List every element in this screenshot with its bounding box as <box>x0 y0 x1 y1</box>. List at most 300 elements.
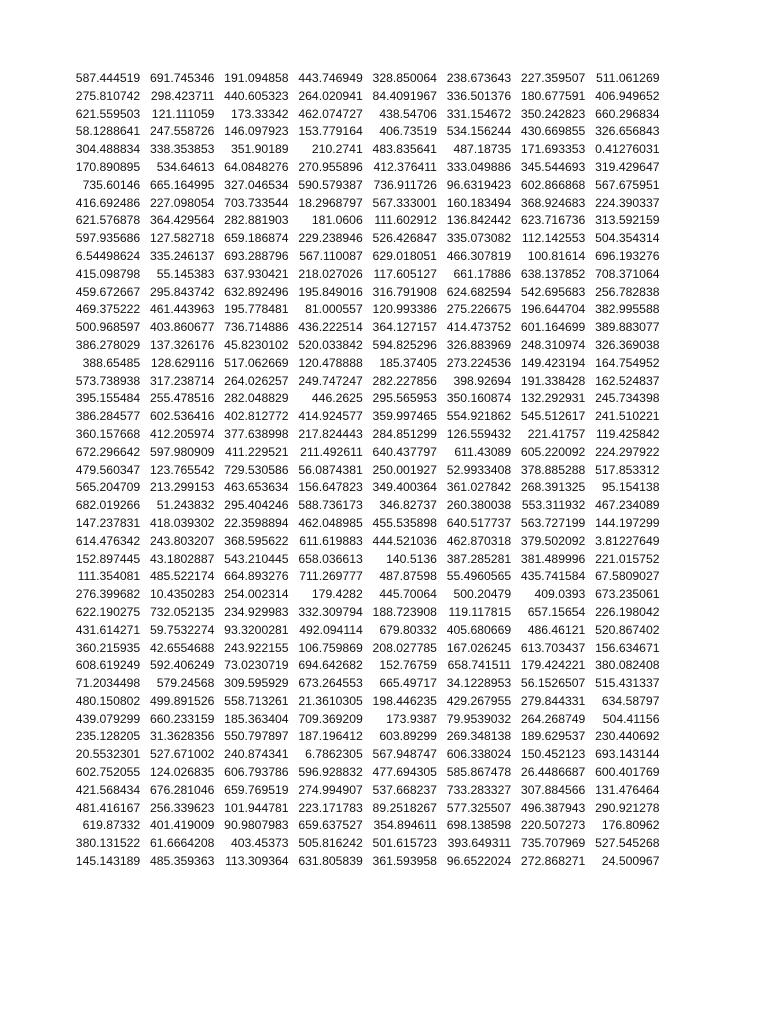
table-row <box>66 88 660 106</box>
table-cell: 179.4282 <box>311 587 363 602</box>
table-row <box>66 622 660 640</box>
table-cell: 360.215935 <box>75 640 141 655</box>
table-cell: 307.884566 <box>520 782 586 797</box>
table-cell: 416.692486 <box>75 195 141 210</box>
table-cell: 364.429564 <box>149 213 215 228</box>
table-cell: 732.052135 <box>149 604 215 619</box>
table-cell: 658.036613 <box>298 551 363 566</box>
table-cell: 585.867478 <box>446 765 512 780</box>
table-cell: 415.098798 <box>75 266 141 281</box>
table-cell: 709.369209 <box>298 711 363 726</box>
table-cell: 438.54706 <box>379 106 437 121</box>
table-cell: 380.082408 <box>595 658 660 673</box>
table-cell: 659.637527 <box>298 818 363 833</box>
table-cell: 264.268749 <box>520 711 586 726</box>
table-row <box>66 817 660 835</box>
table-cell: 42.6554688 <box>149 640 215 655</box>
table-cell: 309.595929 <box>224 676 289 691</box>
table-cell: 389.883077 <box>595 320 660 335</box>
table-cell: 61.6664208 <box>149 836 215 851</box>
table-cell: 276.399682 <box>75 587 141 602</box>
table-cell: 167.026245 <box>446 640 512 655</box>
table-cell: 6.7862305 <box>305 747 363 762</box>
table-cell: 708.371064 <box>595 266 660 281</box>
table-cell: 517.853312 <box>595 462 660 477</box>
table-cell: 664.893276 <box>224 569 289 584</box>
table-cell: 412.376411 <box>373 159 437 174</box>
table-cell: 84.4091967 <box>372 88 437 103</box>
table-cell: 403.45373 <box>230 836 289 851</box>
table-cell: 96.6522024 <box>446 854 512 869</box>
table-cell: 140.5136 <box>386 551 437 566</box>
table-cell: 269.348138 <box>446 729 512 744</box>
table-cell: 295.565953 <box>372 391 437 406</box>
table-cell: 487.87598 <box>379 569 437 584</box>
table-cell: 477.694305 <box>372 765 437 780</box>
table-cell: 405.680669 <box>446 622 512 637</box>
table-cell: 333.049886 <box>446 159 512 174</box>
table-cell: 59.7532274 <box>149 622 215 637</box>
table-cell: 579.24568 <box>156 676 215 691</box>
table-cell: 243.803207 <box>149 533 215 548</box>
table-cell: 440.605323 <box>224 88 289 103</box>
table-cell: 18.2968797 <box>298 195 363 210</box>
table-cell: 245.734398 <box>595 391 660 406</box>
table-cell: 73.0230719 <box>224 658 289 673</box>
table-cell: 631.805839 <box>298 854 363 869</box>
table-cell: 273.224536 <box>446 355 512 370</box>
table-cell: 393.649311 <box>447 836 512 851</box>
table-cell: 254.002314 <box>224 587 289 602</box>
table-cell: 431.614271 <box>75 622 141 637</box>
table-cell: 351.90189 <box>230 142 289 157</box>
table-cell: 106.759869 <box>298 640 363 655</box>
table-cell: 487.18735 <box>453 142 512 157</box>
table-cell: 268.391325 <box>520 480 586 495</box>
table-cell: 136.842442 <box>446 213 512 228</box>
table-cell: 173.33342 <box>230 106 289 121</box>
table-cell: 241.510221 <box>595 409 660 424</box>
table-cell: 682.019266 <box>75 498 141 513</box>
table-cell: 590.579387 <box>298 177 363 192</box>
table-cell: 462.870318 <box>446 533 512 548</box>
table-cell: 698.138598 <box>446 818 512 833</box>
table-cell: 614.476342 <box>75 533 141 548</box>
table-cell: 112.142553 <box>521 231 586 246</box>
table-cell: 185.37405 <box>379 355 437 370</box>
table-cell: 295.404246 <box>224 498 289 513</box>
table-cell: 360.157668 <box>75 426 141 441</box>
table-cell: 499.891526 <box>149 693 215 708</box>
table-cell: 378.885288 <box>520 462 586 477</box>
table-cell: 361.593958 <box>372 854 437 869</box>
table-cell: 64.0848276 <box>224 159 289 174</box>
table-row <box>66 693 660 711</box>
table-cell: 250.001927 <box>372 462 437 477</box>
table-cell: 461.443963 <box>149 302 215 317</box>
table-cell: 284.851299 <box>372 426 437 441</box>
table-cell: 602.752055 <box>75 765 141 780</box>
table-cell: 632.892496 <box>224 284 289 299</box>
table-cell: 592.406249 <box>149 658 215 673</box>
table-cell: 611.619883 <box>299 533 363 548</box>
table-cell: 20.5532301 <box>75 747 141 762</box>
table-cell: 629.018051 <box>372 248 437 263</box>
table-cell: 101.944781 <box>224 800 289 815</box>
table-cell: 264.026257 <box>224 373 289 388</box>
table-cell: 111.602912 <box>374 213 437 228</box>
table-cell: 290.921278 <box>595 800 660 815</box>
table-cell: 230.440692 <box>595 729 660 744</box>
table-row <box>66 604 660 622</box>
table-row <box>66 248 660 266</box>
table-cell: 567.110087 <box>299 248 363 263</box>
table-cell: 411.229521 <box>225 444 289 459</box>
table-cell: 597.935686 <box>75 231 141 246</box>
table-row <box>66 195 660 213</box>
table-cell: 379.502092 <box>520 533 586 548</box>
table-cell: 150.452123 <box>520 747 586 762</box>
table-row <box>66 444 660 462</box>
table-cell: 605.220092 <box>520 444 586 459</box>
table-cell: 658.741511 <box>447 658 512 673</box>
table-cell: 335.246137 <box>149 248 215 263</box>
table-cell: 673.235061 <box>595 587 660 602</box>
table-cell: 735.707969 <box>520 836 586 851</box>
table-cell: 121.111059 <box>151 106 215 121</box>
table-cell: 224.297922 <box>595 444 660 459</box>
table-cell: 180.677591 <box>520 88 586 103</box>
table-cell: 354.894611 <box>373 818 437 833</box>
table-cell: 227.359507 <box>520 71 586 85</box>
table-cell: 736.714886 <box>224 320 289 335</box>
table-row <box>66 835 660 853</box>
table-cell: 260.380038 <box>446 498 512 513</box>
table-row <box>66 746 660 764</box>
table-cell: 608.619249 <box>75 658 141 673</box>
table-row <box>66 640 660 658</box>
table-cell: 221.015752 <box>595 551 660 566</box>
table-cell: 195.778481 <box>224 302 289 317</box>
table-cell: 679.80332 <box>379 622 437 637</box>
table-cell: 386.284577 <box>75 409 141 424</box>
table-cell: 445.70064 <box>379 587 437 602</box>
table-cell: 179.424221 <box>520 658 586 673</box>
table-cell: 211.492611 <box>300 444 363 459</box>
table-cell: 326.656843 <box>595 124 660 139</box>
table-cell: 515.431337 <box>595 676 660 691</box>
table-cell: 368.595622 <box>224 533 289 548</box>
table-cell: 81.000557 <box>305 302 363 317</box>
table-cell: 145.143189 <box>75 854 141 869</box>
table-cell: 147.237831 <box>75 515 141 530</box>
table-cell: 483.835641 <box>372 142 437 157</box>
table-cell: 402.812772 <box>224 409 289 424</box>
table-cell: 127.582718 <box>149 231 215 246</box>
table-cell: 227.098054 <box>149 195 215 210</box>
table-cell: 6.54498624 <box>75 248 141 263</box>
table-cell: 729.530586 <box>224 462 289 477</box>
table-cell: 429.267955 <box>446 693 512 708</box>
table-cell: 463.653634 <box>224 480 289 495</box>
table-cell: 160.183494 <box>446 195 512 210</box>
table-cell: 316.791908 <box>372 284 437 299</box>
table-cell: 120.993386 <box>372 302 437 317</box>
table-cell: 117.605127 <box>373 266 437 281</box>
table-cell: 304.488834 <box>75 142 141 157</box>
table-cell: 500.20479 <box>453 587 512 602</box>
table-cell: 210.2741 <box>311 142 363 157</box>
table-cell: 537.668237 <box>372 782 437 797</box>
table-cell: 131.476464 <box>595 782 660 797</box>
table-cell: 217.824443 <box>298 426 363 441</box>
table-row <box>66 70 660 88</box>
table-cell: 403.860677 <box>149 320 215 335</box>
table-cell: 249.747247 <box>298 373 363 388</box>
table-cell: 282.048829 <box>224 391 289 406</box>
table-cell: 504.41156 <box>602 711 660 726</box>
table-cell: 492.094114 <box>299 622 363 637</box>
table-cell: 235.128205 <box>75 729 141 744</box>
table-cell: 480.150802 <box>75 693 141 708</box>
table-cell: 505.816242 <box>298 836 363 851</box>
table-cell: 171.693353 <box>520 142 586 157</box>
table-cell: 274.994907 <box>298 782 363 797</box>
table-cell: 485.359363 <box>149 854 215 869</box>
table-cell: 3.81227649 <box>595 533 660 548</box>
table-cell: 588.736173 <box>298 498 363 513</box>
table-cell: 248.310974 <box>520 337 586 352</box>
table-cell: 414.924577 <box>298 409 363 424</box>
table-cell: 665.164995 <box>149 177 215 192</box>
table-cell: 673.264553 <box>298 676 363 691</box>
table-row <box>66 551 660 569</box>
table-cell: 224.390337 <box>595 195 660 210</box>
table-cell: 603.89299 <box>379 729 437 744</box>
table-cell: 275.810742 <box>75 88 141 103</box>
table-cell: 693.288796 <box>224 248 289 263</box>
table-cell: 282.227856 <box>372 373 437 388</box>
table-cell: 120.478888 <box>298 355 363 370</box>
table-row <box>66 515 660 533</box>
table-cell: 31.3628356 <box>149 729 215 744</box>
table-cell: 164.754952 <box>595 355 660 370</box>
table-cell: 264.020941 <box>298 88 363 103</box>
table-cell: 328.850064 <box>372 71 437 85</box>
table-cell: 256.782838 <box>595 284 660 299</box>
table-cell: 71.2034498 <box>75 676 141 691</box>
table-cell: 565.204709 <box>75 480 141 495</box>
table-cell: 479.560347 <box>75 462 141 477</box>
table-cell: 79.9539032 <box>446 711 512 726</box>
table-cell: 126.559432 <box>446 426 512 441</box>
table-cell: 693.143144 <box>595 747 660 762</box>
table-cell: 331.154672 <box>446 106 512 121</box>
table-cell: 326.369038 <box>595 337 660 352</box>
table-cell: 602.536416 <box>149 409 215 424</box>
table-cell: 672.296642 <box>75 444 141 459</box>
table-cell: 443.746949 <box>298 71 363 85</box>
table-cell: 380.131522 <box>75 836 141 851</box>
table-cell: 173.9387 <box>386 711 437 726</box>
table-cell: 218.027026 <box>298 266 363 281</box>
table-cell: 550.797897 <box>224 729 289 744</box>
table-cell: 240.874341 <box>224 747 289 762</box>
table-cell: 221.41757 <box>527 426 586 441</box>
table-cell: 462.048985 <box>298 515 363 530</box>
table-cell: 326.883969 <box>446 337 512 352</box>
table-cell: 418.039302 <box>149 515 215 530</box>
table-cell: 377.638998 <box>224 426 289 441</box>
table-cell: 270.955896 <box>298 159 363 174</box>
table-row <box>66 764 660 782</box>
table-cell: 220.507273 <box>520 818 586 833</box>
table-row <box>66 586 660 604</box>
table-cell: 597.980909 <box>149 444 215 459</box>
table-cell: 435.741584 <box>520 569 586 584</box>
table-cell: 55.4960565 <box>446 569 512 584</box>
table-row <box>66 230 660 248</box>
table-cell: 319.429647 <box>595 159 660 174</box>
table-cell: 34.1228953 <box>446 676 512 691</box>
table-cell: 382.995588 <box>595 302 660 317</box>
table-cell: 412.205974 <box>149 426 215 441</box>
table-cell: 436.222514 <box>298 320 363 335</box>
table-cell: 327.046534 <box>224 177 289 192</box>
table-cell: 606.793786 <box>224 765 289 780</box>
table-cell: 275.226675 <box>446 302 512 317</box>
table-cell: 526.426847 <box>372 231 437 246</box>
table-row <box>66 266 660 284</box>
table-cell: 611.43089 <box>454 444 512 459</box>
table-row <box>66 177 660 195</box>
table-cell: 621.576878 <box>75 213 141 228</box>
table-cell: 657.15654 <box>527 604 586 619</box>
table-cell: 567.948747 <box>372 747 437 762</box>
table-cell: 51.243832 <box>156 498 215 513</box>
table-cell: 469.375222 <box>75 302 141 317</box>
table-cell: 711.269777 <box>299 569 363 584</box>
table-row <box>66 355 660 373</box>
table-cell: 594.825296 <box>372 337 437 352</box>
table-cell: 295.843742 <box>149 284 215 299</box>
table-cell: 558.713261 <box>224 693 289 708</box>
table-cell: 124.026835 <box>149 765 215 780</box>
table-cell: 128.629116 <box>150 355 215 370</box>
table-cell: 255.478516 <box>149 391 215 406</box>
table-cell: 659.186874 <box>224 231 289 246</box>
table-cell: 332.309794 <box>298 604 363 619</box>
table-cell: 247.558726 <box>149 124 215 139</box>
table-cell: 624.682594 <box>446 284 512 299</box>
table-cell: 596.928832 <box>298 765 363 780</box>
table-row <box>66 497 660 515</box>
table-cell: 527.545268 <box>595 836 660 851</box>
table-cell: 659.769519 <box>224 782 289 797</box>
table-cell: 534.64613 <box>156 159 215 174</box>
table-cell: 123.765542 <box>149 462 215 477</box>
table-cell: 238.673643 <box>446 71 512 85</box>
table-cell: 703.733544 <box>224 195 289 210</box>
table-cell: 336.501376 <box>446 88 512 103</box>
table-row <box>66 782 660 800</box>
table-cell: 119.425842 <box>596 426 660 441</box>
table-cell: 213.299153 <box>149 480 215 495</box>
table-cell: 234.929983 <box>224 604 289 619</box>
table-cell: 545.512617 <box>520 409 586 424</box>
table-cell: 223.171783 <box>298 800 363 815</box>
table-cell: 56.0874381 <box>298 462 363 477</box>
table-cell: 496.387943 <box>520 800 586 815</box>
table-cell: 661.17886 <box>453 266 512 281</box>
table-cell: 406.73519 <box>379 124 437 139</box>
table-cell: 459.672667 <box>75 284 141 299</box>
table-row <box>66 800 660 818</box>
table-cell: 466.307819 <box>446 248 512 263</box>
table-row <box>66 123 660 141</box>
table-cell: 152.897445 <box>75 551 141 566</box>
table-cell: 696.193276 <box>595 248 660 263</box>
table-row <box>66 390 660 408</box>
table-cell: 111.354081 <box>77 569 141 584</box>
table-cell: 45.8230102 <box>224 337 289 352</box>
table-row <box>66 568 660 586</box>
table-cell: 156.634671 <box>595 640 660 655</box>
table-cell: 149.423194 <box>520 355 586 370</box>
table-row <box>66 141 660 159</box>
table-cell: 395.155484 <box>75 391 141 406</box>
table-cell: 119.117815 <box>448 604 512 619</box>
table-row <box>66 337 660 355</box>
table-cell: 100.81614 <box>527 248 586 263</box>
table-cell: 170.890895 <box>75 159 141 174</box>
table-cell: 317.238714 <box>149 373 215 388</box>
table-cell: 511.061269 <box>596 71 660 85</box>
table-cell: 543.210445 <box>224 551 289 566</box>
table-cell: 26.4486687 <box>520 765 586 780</box>
table-cell: 132.292931 <box>520 391 586 406</box>
table-cell: 279.844331 <box>520 693 586 708</box>
table-cell: 181.0606 <box>311 213 363 228</box>
table-cell: 156.647823 <box>298 480 363 495</box>
table-cell: 113.309364 <box>225 854 289 869</box>
table-cell: 587.444519 <box>75 71 141 85</box>
table-cell: 577.325507 <box>446 800 512 815</box>
table-cell: 364.127157 <box>372 320 437 335</box>
table-cell: 137.326176 <box>149 337 215 352</box>
table-cell: 694.642682 <box>298 658 363 673</box>
table-cell: 187.196412 <box>298 729 363 744</box>
table-row <box>66 408 660 426</box>
table-cell: 387.285281 <box>446 551 512 566</box>
table-cell: 349.400364 <box>372 480 437 495</box>
table-cell: 196.644704 <box>520 302 586 317</box>
table-cell: 421.568434 <box>75 782 141 797</box>
table-cell: 553.311932 <box>521 498 586 513</box>
table-cell: 146.097923 <box>224 124 289 139</box>
table-cell: 243.922155 <box>224 640 289 655</box>
table-cell: 660.233159 <box>149 711 215 726</box>
table-cell: 0.41276031 <box>595 142 660 157</box>
table-cell: 282.881903 <box>224 213 289 228</box>
table-row <box>66 212 660 230</box>
table-cell: 208.027785 <box>372 640 437 655</box>
table-row <box>66 675 660 693</box>
table-cell: 272.868271 <box>520 854 586 869</box>
table-cell: 52.9933408 <box>446 462 512 477</box>
table-row <box>66 426 660 444</box>
table-cell: 467.234089 <box>595 498 660 513</box>
